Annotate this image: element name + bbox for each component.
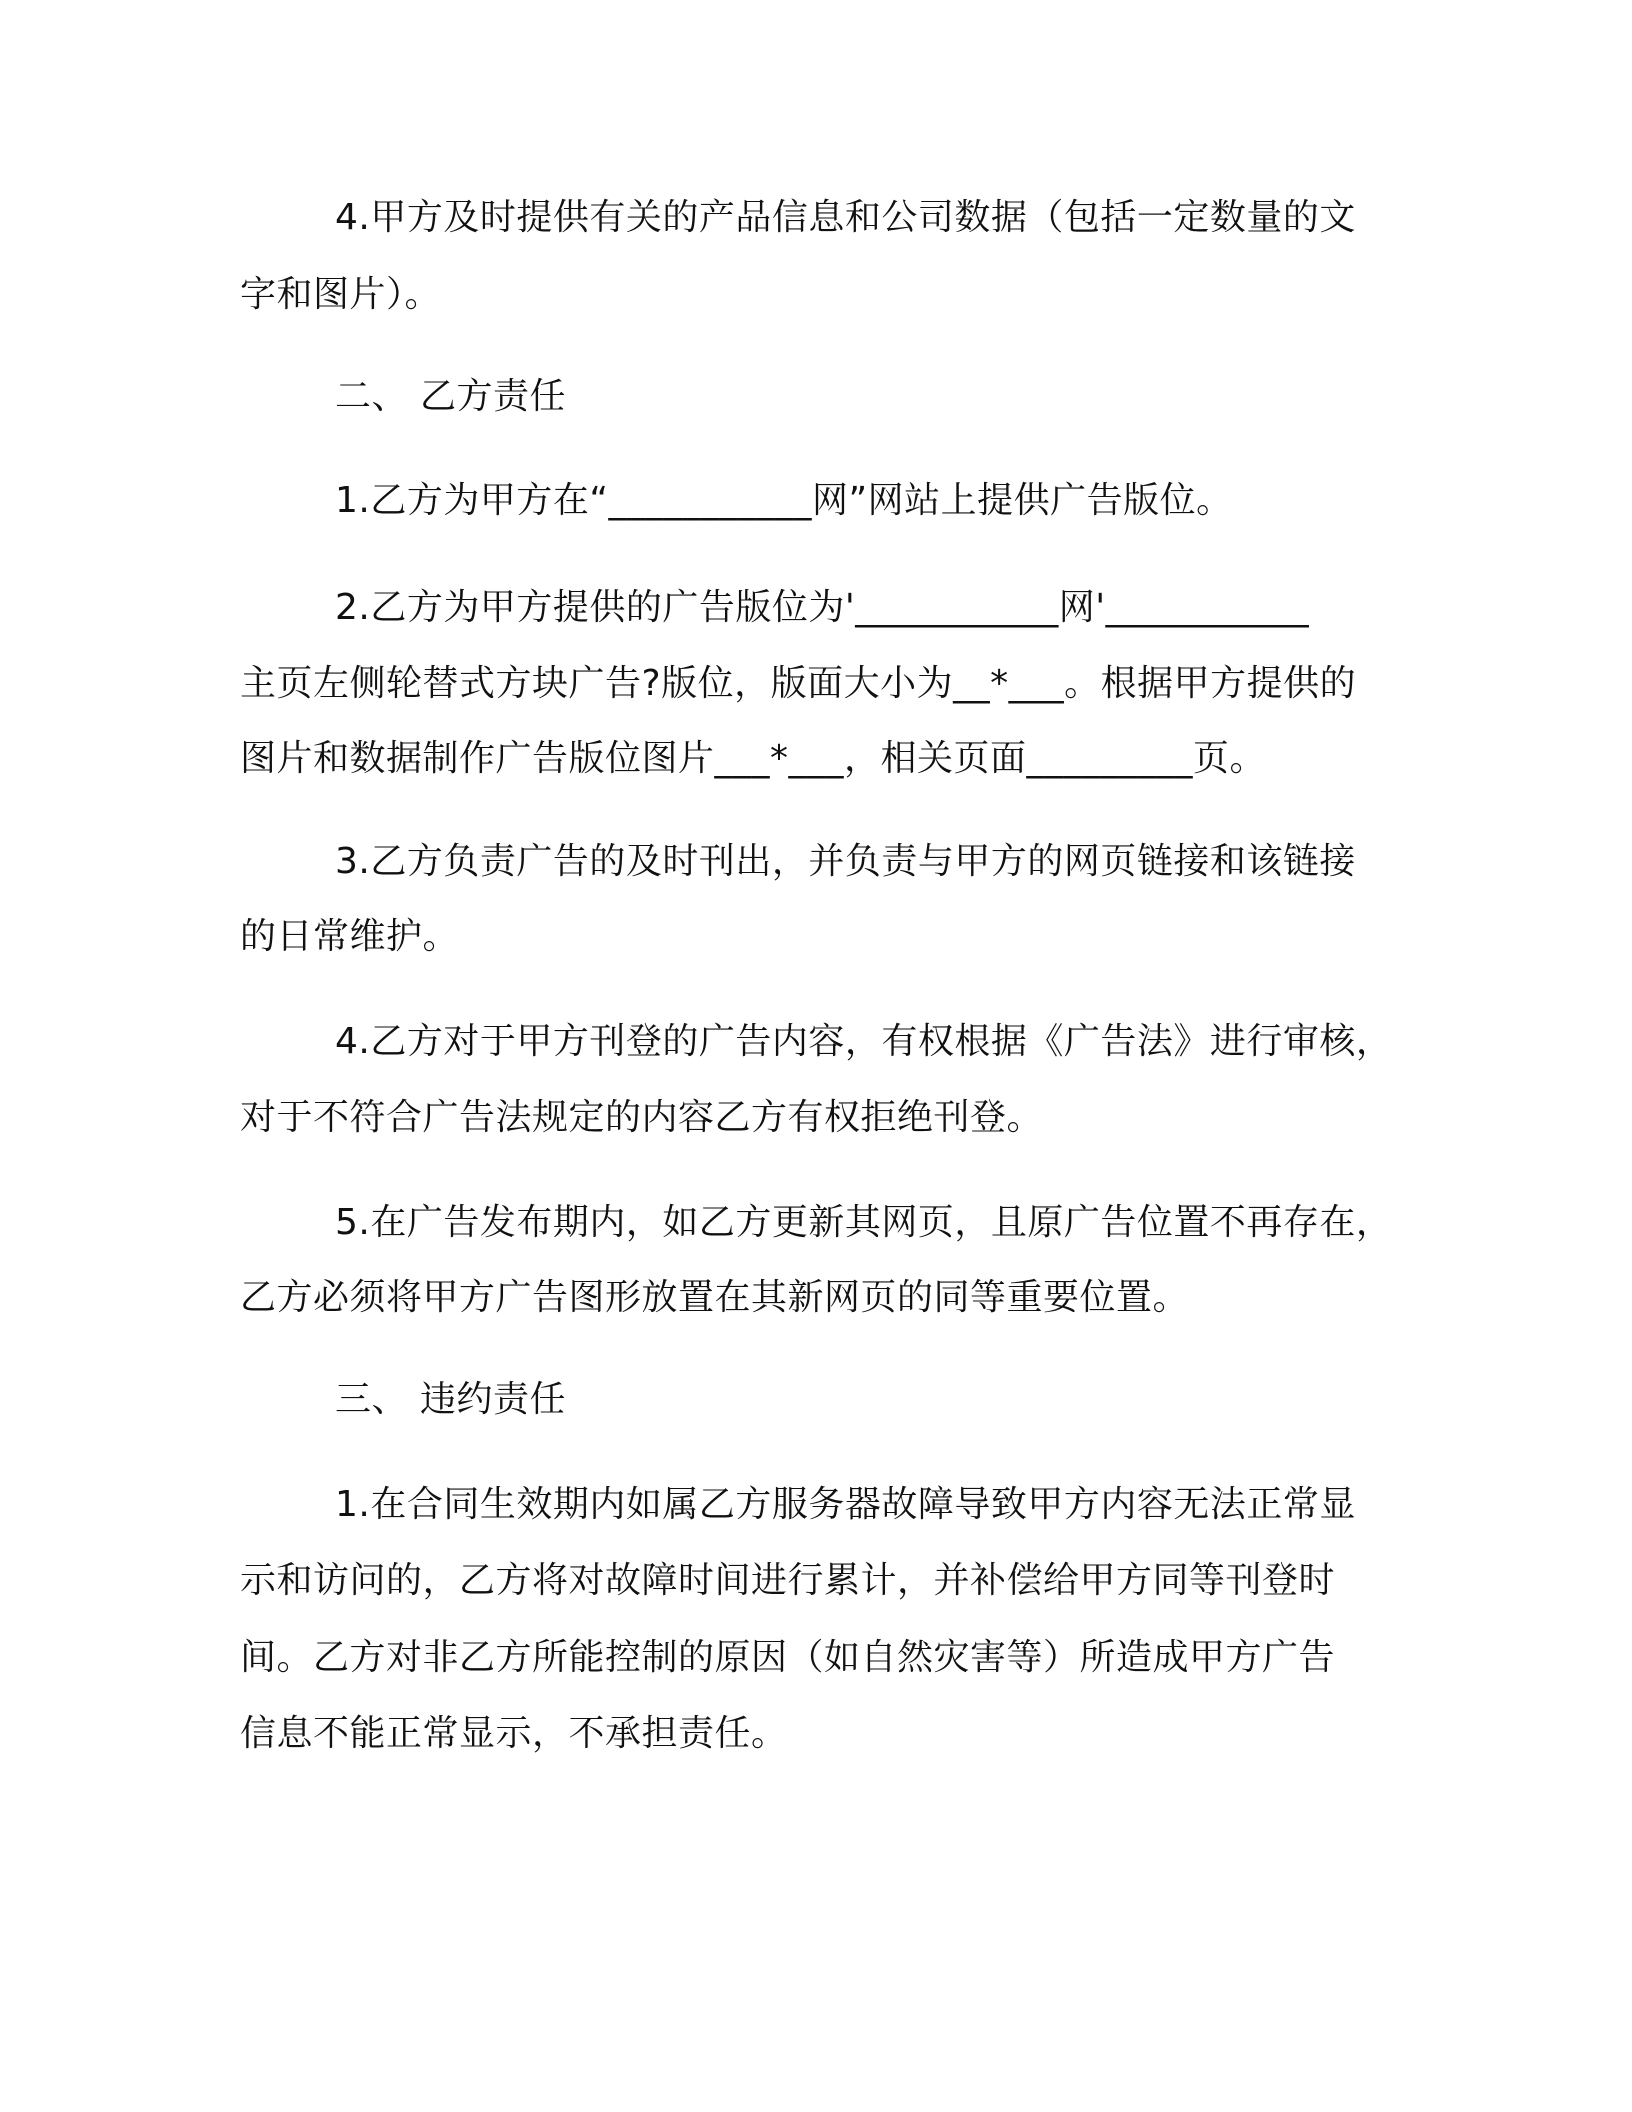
section-heading-breach: 三、 违约责任 <box>335 1379 566 1420</box>
paragraph-b3-line-2: 的日常维护。 <box>240 916 460 957</box>
paragraph-b2-line-3: 图片和数据制作广告版位图片___*___，相关页面_________页。 <box>240 738 1267 779</box>
paragraph-b5-line-1: 5.在广告发布期内，如乙方更新其网页，且原广告位置不再存在， <box>335 1202 1393 1243</box>
paragraph-b4-line-1: 4.乙方对于甲方刊登的广告内容，有权根据《广告法》进行审核， <box>335 1021 1393 1062</box>
paragraph-b2-line-2: 主页左侧轮替式方块广告?版位，版面大小为__*___。根据甲方提供的 <box>240 663 1357 704</box>
paragraph-a4-line-1: 4.甲方及时提供有关的产品信息和公司数据（包括一定数量的文 <box>335 197 1356 238</box>
paragraph-a4-line-2: 字和图片）。 <box>240 274 442 315</box>
paragraph-c1-line-4: 信息不能正常显示，不承担责任。 <box>240 1713 788 1754</box>
paragraph-b3-line-1: 3.乙方负责广告的及时刊出，并负责与甲方的网页链接和该链接 <box>335 841 1356 882</box>
paragraph-c1-line-3: 间。乙方对非乙方所能控制的原因（如自然灾害等）所造成甲方广告 <box>240 1637 1336 1678</box>
paragraph-c1-line-2: 示和访问的，乙方将对故障时间进行累计，并补偿给甲方同等刊登时 <box>240 1560 1336 1601</box>
paragraph-b2-line-1: 2.乙方为甲方提供的广告版位为'___________网'___________ <box>335 587 1310 628</box>
paragraph-b5-line-2: 乙方必须将甲方广告图形放置在其新网页的同等重要位置。 <box>240 1277 1190 1318</box>
paragraph-c1-line-1: 1.在合同生效期内如属乙方服务器故障导致甲方内容无法正常显 <box>335 1484 1356 1525</box>
paragraph-b4-line-2: 对于不符合广告法规定的内容乙方有权拒绝刊登。 <box>240 1097 1044 1138</box>
paragraph-b1-line-1: 1.乙方为甲方在“___________网”网站上提供广告版位。 <box>335 480 1233 521</box>
section-heading-party-b: 二、 乙方责任 <box>335 376 566 417</box>
